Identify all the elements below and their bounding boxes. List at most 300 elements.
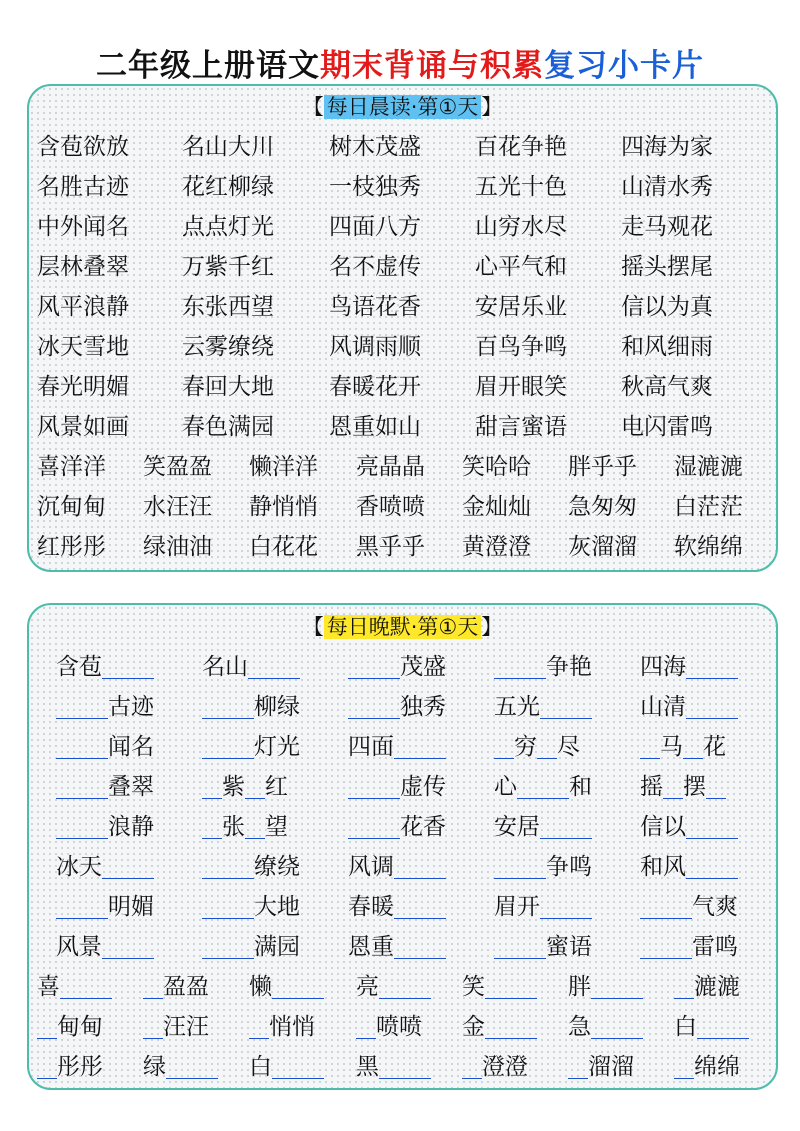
blank-line[interactable] — [166, 1054, 218, 1079]
given-character: 彤 — [80, 1054, 103, 1080]
given-character: 园 — [277, 934, 300, 960]
idiom-word: 眉开眼笑 — [475, 374, 567, 400]
title-part-3: 复习小卡片 — [544, 48, 704, 84]
given-character: 悄 — [269, 1014, 292, 1040]
given-character: 气 — [692, 894, 715, 920]
given-character: 大 — [254, 894, 277, 920]
morning-row — [29, 447, 776, 487]
fill-blank-item — [202, 727, 300, 767]
given-character: 和 — [640, 854, 663, 880]
blank-line[interactable] — [517, 774, 569, 799]
fill-blank-item — [568, 1007, 643, 1047]
blank-line[interactable] — [202, 934, 254, 959]
fill-blank-item — [56, 647, 154, 687]
given-character: 亮 — [356, 974, 379, 1000]
idiom-word: 和风细雨 — [621, 334, 713, 360]
fill-blank-item — [56, 767, 154, 807]
given-character: 白 — [249, 1054, 272, 1080]
idiom-word: 心平气和 — [475, 254, 567, 280]
given-character: 漉 — [694, 974, 717, 1000]
fill-blank-item — [640, 727, 726, 767]
fill-blank-item — [494, 927, 592, 967]
blank-line[interactable] — [394, 734, 446, 759]
fill-blank-item — [249, 1047, 324, 1087]
given-character: 五 — [494, 694, 517, 720]
idiom-word: 山清水秀 — [621, 174, 713, 200]
given-character: 穷 — [514, 734, 537, 760]
given-character: 闻 — [108, 734, 131, 760]
given-character: 溜 — [588, 1054, 611, 1080]
given-character: 甸 — [80, 1014, 103, 1040]
fill-blank-item — [494, 887, 592, 927]
idiom-word: 风景如画 — [37, 414, 129, 440]
blank-line[interactable] — [686, 814, 738, 839]
given-character: 绿 — [143, 1054, 166, 1080]
given-character: 天 — [79, 854, 102, 880]
given-character: 风 — [663, 854, 686, 880]
blank-line[interactable] — [494, 654, 546, 679]
idiom-word: 走马观花 — [621, 214, 713, 240]
evening-row — [29, 847, 776, 887]
given-character: 香 — [423, 814, 446, 840]
given-character: 调 — [371, 854, 394, 880]
blank-line[interactable] — [348, 694, 400, 719]
morning-row — [29, 207, 776, 247]
given-character: 虚 — [400, 774, 423, 800]
idiom-word: 软绵绵 — [674, 534, 743, 560]
given-character: 面 — [371, 734, 394, 760]
blank-line[interactable] — [37, 1014, 57, 1039]
given-character: 笑 — [462, 974, 485, 1000]
idiom-word: 百鸟争鸣 — [475, 334, 567, 360]
blank-line[interactable] — [356, 1014, 376, 1039]
fill-blank-item — [56, 807, 154, 847]
morning-row — [29, 127, 776, 167]
given-character: 汪 — [163, 1014, 186, 1040]
given-character: 艳 — [569, 654, 592, 680]
idiom-word: 白花花 — [249, 534, 318, 560]
fill-blank-item — [462, 1047, 528, 1087]
blank-line[interactable] — [249, 1014, 269, 1039]
given-character: 胖 — [568, 974, 591, 1000]
blank-line[interactable] — [640, 734, 660, 759]
idiom-word: 花红柳绿 — [182, 174, 274, 200]
given-character: 黑 — [356, 1054, 379, 1080]
blank-line[interactable] — [394, 894, 446, 919]
fill-blank-item — [356, 1047, 431, 1087]
morning-row — [29, 367, 776, 407]
blank-line[interactable] — [494, 934, 546, 959]
idiom-word: 红彤彤 — [37, 534, 106, 560]
fill-blank-item — [56, 847, 154, 887]
idiom-word: 云雾缭绕 — [182, 334, 274, 360]
given-character: 灯 — [254, 734, 277, 760]
blank-line[interactable] — [56, 734, 108, 759]
blank-line[interactable] — [540, 814, 592, 839]
fill-blank-item — [640, 767, 726, 807]
idiom-word: 沉甸甸 — [37, 494, 106, 520]
given-character: 绿 — [277, 694, 300, 720]
idiom-word: 静悄悄 — [249, 494, 318, 520]
given-character: 盈 — [163, 974, 186, 1000]
blank-line[interactable] — [674, 974, 694, 999]
given-character: 语 — [569, 934, 592, 960]
fill-blank-item — [348, 847, 446, 887]
blank-line[interactable] — [663, 774, 683, 799]
blank-line[interactable] — [245, 774, 265, 799]
given-character: 绕 — [277, 854, 300, 880]
given-character: 摇 — [640, 774, 663, 800]
idiom-word: 风调雨顺 — [329, 334, 421, 360]
blank-line[interactable] — [202, 694, 254, 719]
given-character: 翠 — [131, 774, 154, 800]
given-character: 悄 — [292, 1014, 315, 1040]
given-character: 山 — [640, 694, 663, 720]
given-character: 满 — [254, 934, 277, 960]
blank-line[interactable] — [485, 1014, 537, 1039]
fill-blank-item — [494, 847, 592, 887]
fill-blank-item — [37, 1047, 103, 1087]
blank-line[interactable] — [686, 854, 738, 879]
evening-row — [29, 647, 776, 687]
fill-blank-item — [568, 1047, 634, 1087]
idiom-word: 春色满园 — [182, 414, 274, 440]
fill-blank-item — [356, 1007, 422, 1047]
fill-blank-item — [462, 1007, 537, 1047]
blank-line[interactable] — [591, 974, 643, 999]
given-character: 地 — [277, 894, 300, 920]
given-character: 重 — [371, 934, 394, 960]
fill-blank-item — [37, 1007, 103, 1047]
given-character: 秀 — [423, 694, 446, 720]
morning-row — [29, 247, 776, 287]
idiom-word: 四面八方 — [329, 214, 421, 240]
fill-blank-item — [56, 927, 154, 967]
idiom-word: 冰天雪地 — [37, 334, 129, 360]
fill-blank-item — [568, 967, 643, 1007]
blank-line[interactable] — [202, 854, 254, 879]
blank-line[interactable] — [697, 1014, 749, 1039]
given-character: 静 — [131, 814, 154, 840]
given-character: 居 — [517, 814, 540, 840]
idiom-word: 名不虚传 — [329, 254, 421, 280]
fill-blank-item — [202, 687, 300, 727]
idiom-word: 风平浪静 — [37, 294, 129, 320]
given-character: 柳 — [254, 694, 277, 720]
header-bracket-close: 】 — [481, 95, 503, 119]
given-character: 尽 — [557, 734, 580, 760]
given-character: 暖 — [371, 894, 394, 920]
idiom-word: 山穷水尽 — [475, 214, 567, 240]
given-character: 名 — [131, 734, 154, 760]
morning-row — [29, 407, 776, 447]
blank-line[interactable] — [272, 1054, 324, 1079]
given-character: 以 — [663, 814, 686, 840]
given-character: 懒 — [249, 974, 272, 1000]
idiom-word: 摇头摆尾 — [621, 254, 713, 280]
blank-line[interactable] — [60, 974, 112, 999]
blank-line[interactable] — [37, 1054, 57, 1079]
blank-line[interactable] — [674, 1054, 694, 1079]
given-character: 恩 — [348, 934, 371, 960]
fill-blank-item — [640, 847, 738, 887]
idiom-word: 黑乎乎 — [356, 534, 425, 560]
given-character: 争 — [546, 854, 569, 880]
blank-line[interactable] — [568, 1054, 588, 1079]
evening-row — [29, 887, 776, 927]
given-character: 澄 — [505, 1054, 528, 1080]
given-character: 海 — [663, 654, 686, 680]
blank-line[interactable] — [640, 934, 692, 959]
blank-line[interactable] — [379, 1054, 431, 1079]
fill-blank-item — [249, 967, 324, 1007]
given-character: 绵 — [717, 1054, 740, 1080]
evening-header-label: 每日晚默·第①天 — [324, 615, 482, 639]
blank-line[interactable] — [202, 814, 222, 839]
given-character: 光 — [517, 694, 540, 720]
given-character: 爽 — [715, 894, 738, 920]
blank-line[interactable] — [202, 894, 254, 919]
idiom-word: 一枝独秀 — [329, 174, 421, 200]
given-character: 望 — [265, 814, 288, 840]
fill-blank-item — [348, 687, 446, 727]
fill-blank-item — [202, 847, 300, 887]
given-character: 喜 — [37, 974, 60, 1000]
fill-blank-item — [202, 927, 300, 967]
morning-row — [29, 487, 776, 527]
title-part-2: 期末背诵与积累 — [320, 48, 544, 84]
idiom-word: 笑盈盈 — [143, 454, 212, 480]
idiom-word: 喜洋洋 — [37, 454, 106, 480]
fill-blank-item — [674, 967, 740, 1007]
idiom-word: 东张西望 — [182, 294, 274, 320]
blank-line[interactable] — [143, 974, 163, 999]
evening-row — [29, 807, 776, 847]
blank-line[interactable] — [348, 774, 400, 799]
idiom-word: 层林叠翠 — [37, 254, 129, 280]
blank-line[interactable] — [683, 734, 703, 759]
fill-blank-item — [494, 767, 592, 807]
fill-blank-item — [674, 1047, 740, 1087]
given-character: 景 — [79, 934, 102, 960]
given-character: 山 — [225, 654, 248, 680]
given-character: 金 — [462, 1014, 485, 1040]
idiom-word: 百花争艳 — [475, 134, 567, 160]
evening-row — [29, 927, 776, 967]
idiom-word: 香喷喷 — [356, 494, 425, 520]
given-character: 开 — [517, 894, 540, 920]
idiom-word: 四海为家 — [621, 134, 713, 160]
fill-blank-item — [494, 647, 592, 687]
given-character: 茂 — [400, 654, 423, 680]
given-character: 信 — [640, 814, 663, 840]
blank-line[interactable] — [537, 734, 557, 759]
given-character: 浪 — [108, 814, 131, 840]
given-character: 安 — [494, 814, 517, 840]
given-character: 甸 — [57, 1014, 80, 1040]
blank-line[interactable] — [56, 774, 108, 799]
given-character: 花 — [400, 814, 423, 840]
given-character: 苞 — [79, 654, 102, 680]
blank-line[interactable] — [462, 1054, 482, 1079]
blank-line[interactable] — [706, 774, 726, 799]
fill-blank-item — [640, 807, 738, 847]
evening-row — [29, 767, 776, 807]
idiom-word: 鸟语花香 — [329, 294, 421, 320]
given-character: 张 — [222, 814, 245, 840]
fill-blank-item — [56, 687, 154, 727]
fill-blank-item — [143, 1047, 218, 1087]
idiom-word: 万紫千红 — [182, 254, 274, 280]
idiom-word: 懒洋洋 — [249, 454, 318, 480]
idiom-word: 春光明媚 — [37, 374, 129, 400]
idiom-word: 绿油油 — [143, 534, 212, 560]
fill-blank-item — [348, 807, 446, 847]
blank-line[interactable] — [485, 974, 537, 999]
idiom-word: 灰溜溜 — [568, 534, 637, 560]
fill-blank-item — [202, 887, 300, 927]
fill-blank-item — [348, 727, 446, 767]
idiom-word: 树木茂盛 — [329, 134, 421, 160]
header-bracket-close: 】 — [481, 615, 503, 639]
fill-blank-item — [640, 647, 738, 687]
given-character: 和 — [569, 774, 592, 800]
blank-line[interactable] — [102, 654, 154, 679]
given-character: 鸣 — [715, 934, 738, 960]
idiom-word: 名胜古迹 — [37, 174, 129, 200]
blank-line[interactable] — [202, 734, 254, 759]
fill-blank-item — [202, 807, 288, 847]
given-character: 雷 — [692, 934, 715, 960]
idiom-word: 中外闻名 — [37, 214, 129, 240]
given-character: 花 — [703, 734, 726, 760]
fill-blank-item — [348, 767, 446, 807]
blank-line[interactable] — [394, 854, 446, 879]
evening-row — [29, 1047, 776, 1087]
idiom-word: 安居乐业 — [475, 294, 567, 320]
fill-blank-item — [143, 967, 209, 1007]
blank-line[interactable] — [540, 694, 592, 719]
given-character: 鸣 — [569, 854, 592, 880]
fill-blank-item — [56, 887, 154, 927]
fill-blank-item — [249, 1007, 315, 1047]
given-character: 喷 — [399, 1014, 422, 1040]
given-character: 争 — [546, 654, 569, 680]
blank-line[interactable] — [686, 694, 738, 719]
blank-line[interactable] — [248, 654, 300, 679]
idiom-word: 胖乎乎 — [568, 454, 637, 480]
given-character: 盈 — [186, 974, 209, 1000]
given-character: 盛 — [423, 654, 446, 680]
idiom-word: 金灿灿 — [462, 494, 531, 520]
blank-line[interactable] — [56, 894, 108, 919]
fill-blank-item — [494, 807, 592, 847]
header-bracket-open: 【 — [302, 95, 324, 119]
idiom-word: 名山大川 — [182, 134, 274, 160]
fill-blank-item — [143, 1007, 209, 1047]
fill-blank-item — [37, 967, 112, 1007]
page-title — [0, 40, 800, 85]
blank-line[interactable] — [143, 1014, 163, 1039]
given-character: 清 — [663, 694, 686, 720]
idiom-word: 笑哈哈 — [462, 454, 531, 480]
idiom-word: 湿漉漉 — [674, 454, 743, 480]
given-character: 急 — [568, 1014, 591, 1040]
given-character: 四 — [640, 654, 663, 680]
morning-row — [29, 167, 776, 207]
fill-blank-item — [494, 727, 580, 767]
morning-card-header — [29, 91, 776, 121]
given-character: 迹 — [131, 694, 154, 720]
idiom-word: 含苞欲放 — [37, 134, 129, 160]
blank-line[interactable] — [494, 854, 546, 879]
given-character: 四 — [348, 734, 371, 760]
fill-blank-item — [640, 887, 738, 927]
given-character: 喷 — [376, 1014, 399, 1040]
evening-row — [29, 967, 776, 1007]
fill-blank-item — [348, 647, 446, 687]
given-character: 媚 — [131, 894, 154, 920]
blank-line[interactable] — [640, 894, 692, 919]
header-bracket-open: 【 — [302, 615, 324, 639]
blank-line[interactable] — [245, 814, 265, 839]
blank-line[interactable] — [348, 814, 400, 839]
given-character: 独 — [400, 694, 423, 720]
idiom-word: 春暖花开 — [329, 374, 421, 400]
evening-row — [29, 727, 776, 767]
blank-line[interactable] — [494, 734, 514, 759]
blank-line[interactable] — [348, 654, 400, 679]
given-character: 蜜 — [546, 934, 569, 960]
blank-line[interactable] — [379, 974, 431, 999]
idiom-word: 黄澄澄 — [462, 534, 531, 560]
blank-line[interactable] — [591, 1014, 643, 1039]
given-character: 明 — [108, 894, 131, 920]
blank-line[interactable] — [540, 894, 592, 919]
given-character: 摆 — [683, 774, 706, 800]
given-character: 绵 — [694, 1054, 717, 1080]
idiom-word: 恩重如山 — [329, 414, 421, 440]
blank-line[interactable] — [56, 814, 108, 839]
given-character: 彤 — [57, 1054, 80, 1080]
given-character: 紫 — [222, 774, 245, 800]
blank-line[interactable] — [686, 654, 738, 679]
blank-line[interactable] — [272, 974, 324, 999]
blank-line[interactable] — [102, 854, 154, 879]
fill-blank-item — [356, 967, 431, 1007]
morning-row — [29, 527, 776, 567]
given-character: 名 — [202, 654, 225, 680]
fill-blank-item — [202, 767, 288, 807]
evening-dictation-card — [27, 603, 778, 1090]
blank-line[interactable] — [394, 934, 446, 959]
morning-header-label: 每日晨读·第①天 — [324, 95, 482, 119]
blank-line[interactable] — [102, 934, 154, 959]
given-character: 漉 — [717, 974, 740, 1000]
morning-row — [29, 287, 776, 327]
idiom-word: 白茫茫 — [674, 494, 743, 520]
idiom-word: 亮晶晶 — [356, 454, 425, 480]
blank-line[interactable] — [56, 694, 108, 719]
fill-blank-item — [202, 647, 300, 687]
idiom-word: 春回大地 — [182, 374, 274, 400]
blank-line[interactable] — [202, 774, 222, 799]
morning-reading-card — [27, 84, 778, 572]
fill-blank-item — [494, 687, 592, 727]
fill-blank-item — [462, 967, 537, 1007]
given-character: 汪 — [186, 1014, 209, 1040]
given-character: 白 — [674, 1014, 697, 1040]
